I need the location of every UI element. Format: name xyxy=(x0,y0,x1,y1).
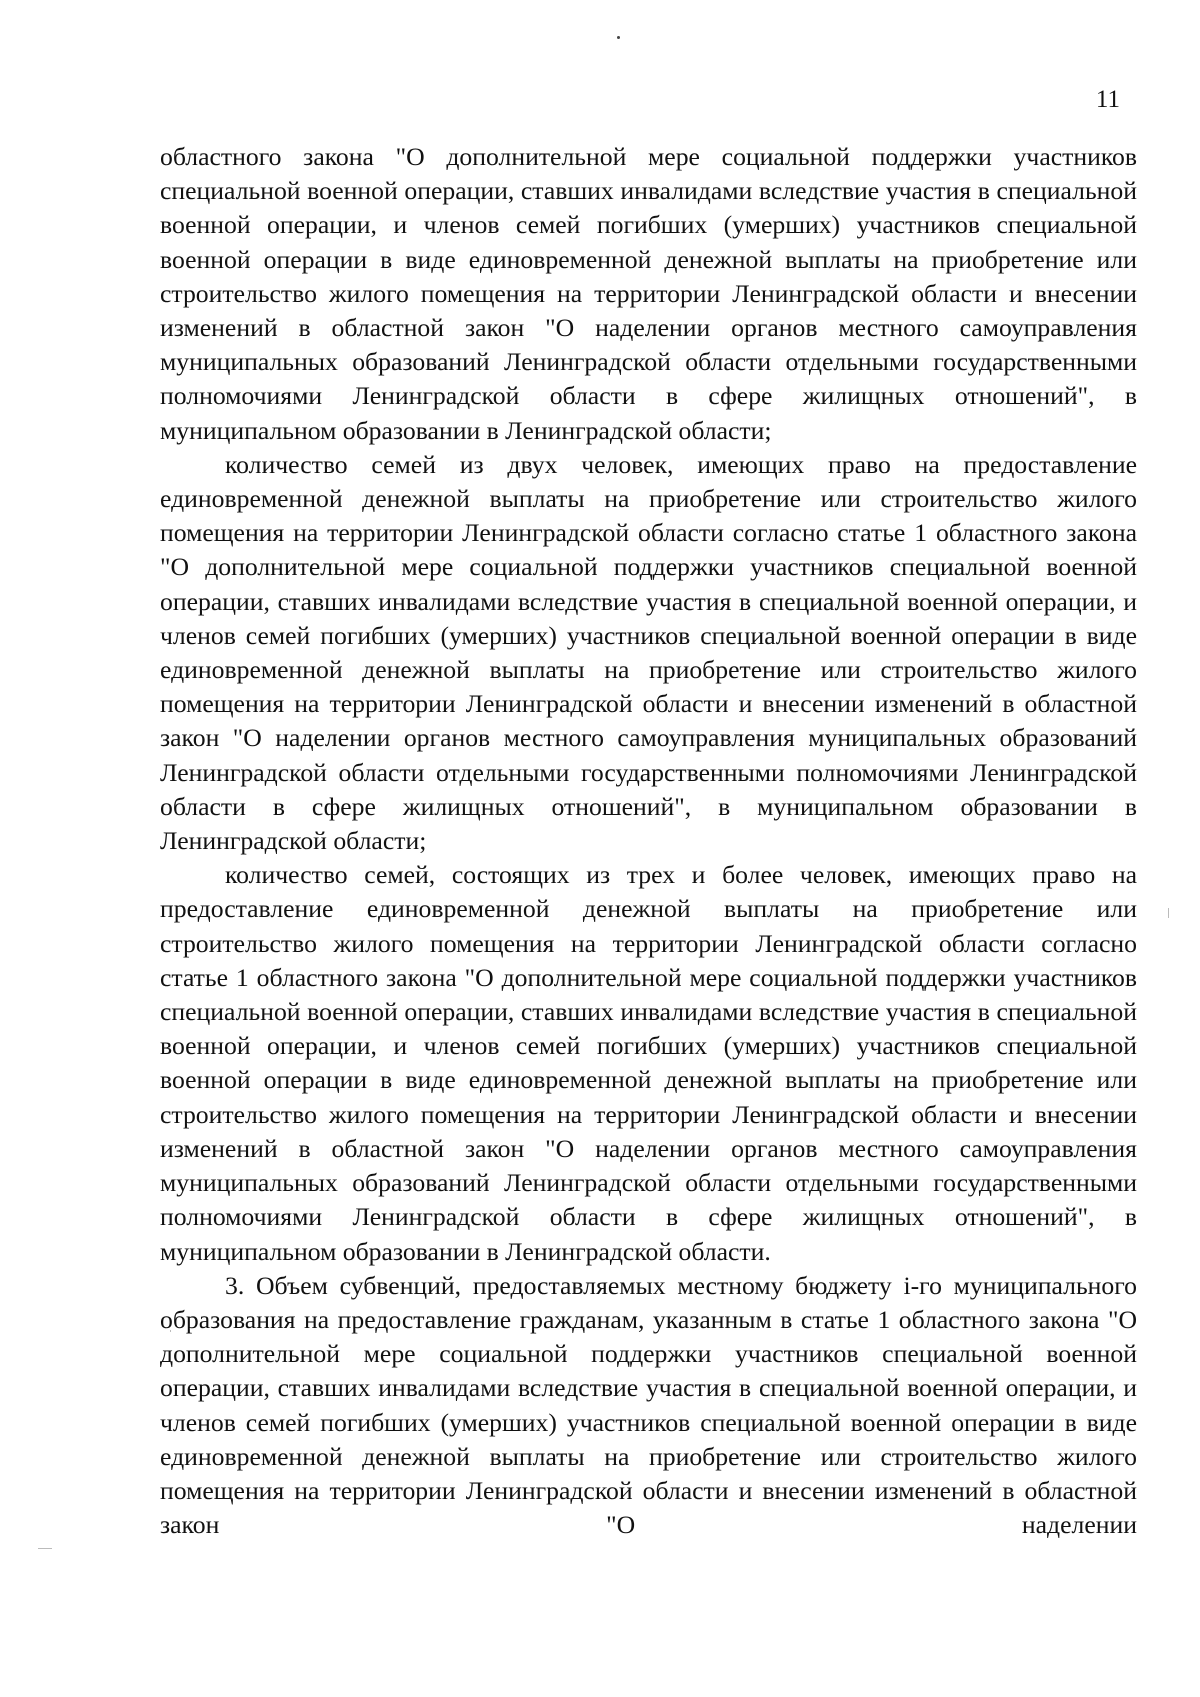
scan-artifact-mark xyxy=(1168,908,1169,918)
page-number: 11 xyxy=(1095,86,1120,113)
paragraph-two-person-families: количество семей из двух человек, имеющих право на предоставление единовременной денежной выплаты на приобретение или строительство жилого помещения на территории Ленинградской области согласно статье 1 областного закона "О дополнительной мере социальной поддержки участников специальной военной операции, ставших инвалидами вследствие участия в специальной военной операции, и членов семей погибших (умерших) участников специальной военной операции в виде единовременной денежной выплаты на приобретение или строительство жилого помещения на территории Ленинградской области и внесении изменений в областной закон "О наделении органов местного самоуправления муниципальных образований Ленинградской области отдельными государственными полномочиями Ленинградской области в сфере жилищных отношений", в муниципальном образовании в Ленинградской области; xyxy=(160,449,1137,856)
scan-artifact-mark xyxy=(38,1548,52,1549)
document-body xyxy=(160,140,1137,1542)
scan-artifact-dot xyxy=(617,36,620,39)
paragraph-section-3: 3. Объем субвенций, предоставляемых местному бюджету i-го муниципального образования на предоставление гражданам, указанным в статье 1 областного закона "О дополнительной мере социальной поддержки участников специальной военной операции, ставших инвалидами вследствие участия в специальной военной операции, и членов семей погибших (умерших) участников специальной военной операции в виде единовременной денежной выплаты на приобретение или строительство жилого помещения на территории Ленинградской области и внесении изменений в областной закон "О наделении xyxy=(160,1270,1137,1540)
paragraph-continuation: областного закона "О дополнительной мере социальной поддержки участников специальной военной операции, ставших инвалидами вследствие участия в специальной военной операции, и членов семей погибших (умерших) участников специальной военной операции в виде единовременной денежной выплаты на приобретение или строительство жилого помещения на территории Ленинградской области и внесении изменений в областной закон "О наделении органов местного самоуправления муниципальных образований Ленинградской области отдельными государственными полномочиями Ленинградской области в сфере жилищных отношений", в муниципальном образовании в Ленинградской области; xyxy=(160,142,1137,445)
paragraph-three-plus-families: количество семей, состоящих из трех и более человек, имеющих право на предоставление единовременной денежной выплаты на приобретение или строительство жилого помещения на территории Ленинградской области согласно статье 1 областного закона "О дополнительной мере социальной поддержки участников специальной военной операции, ставших инвалидами вследствие участия в специальной военной операции, и членов семей погибших (умерших) участников специальной военной операции в виде единовременной денежной выплаты на приобретение или строительство жилого помещения на территории Ленинградской области и внесении изменений в областной закон "О наделении органов местного самоуправления муниципальных образований Ленинградской области отдельными государственными полномочиями Ленинградской области в сфере жилищных отношений", в муниципальном образовании в Ленинградской области. xyxy=(160,860,1137,1266)
